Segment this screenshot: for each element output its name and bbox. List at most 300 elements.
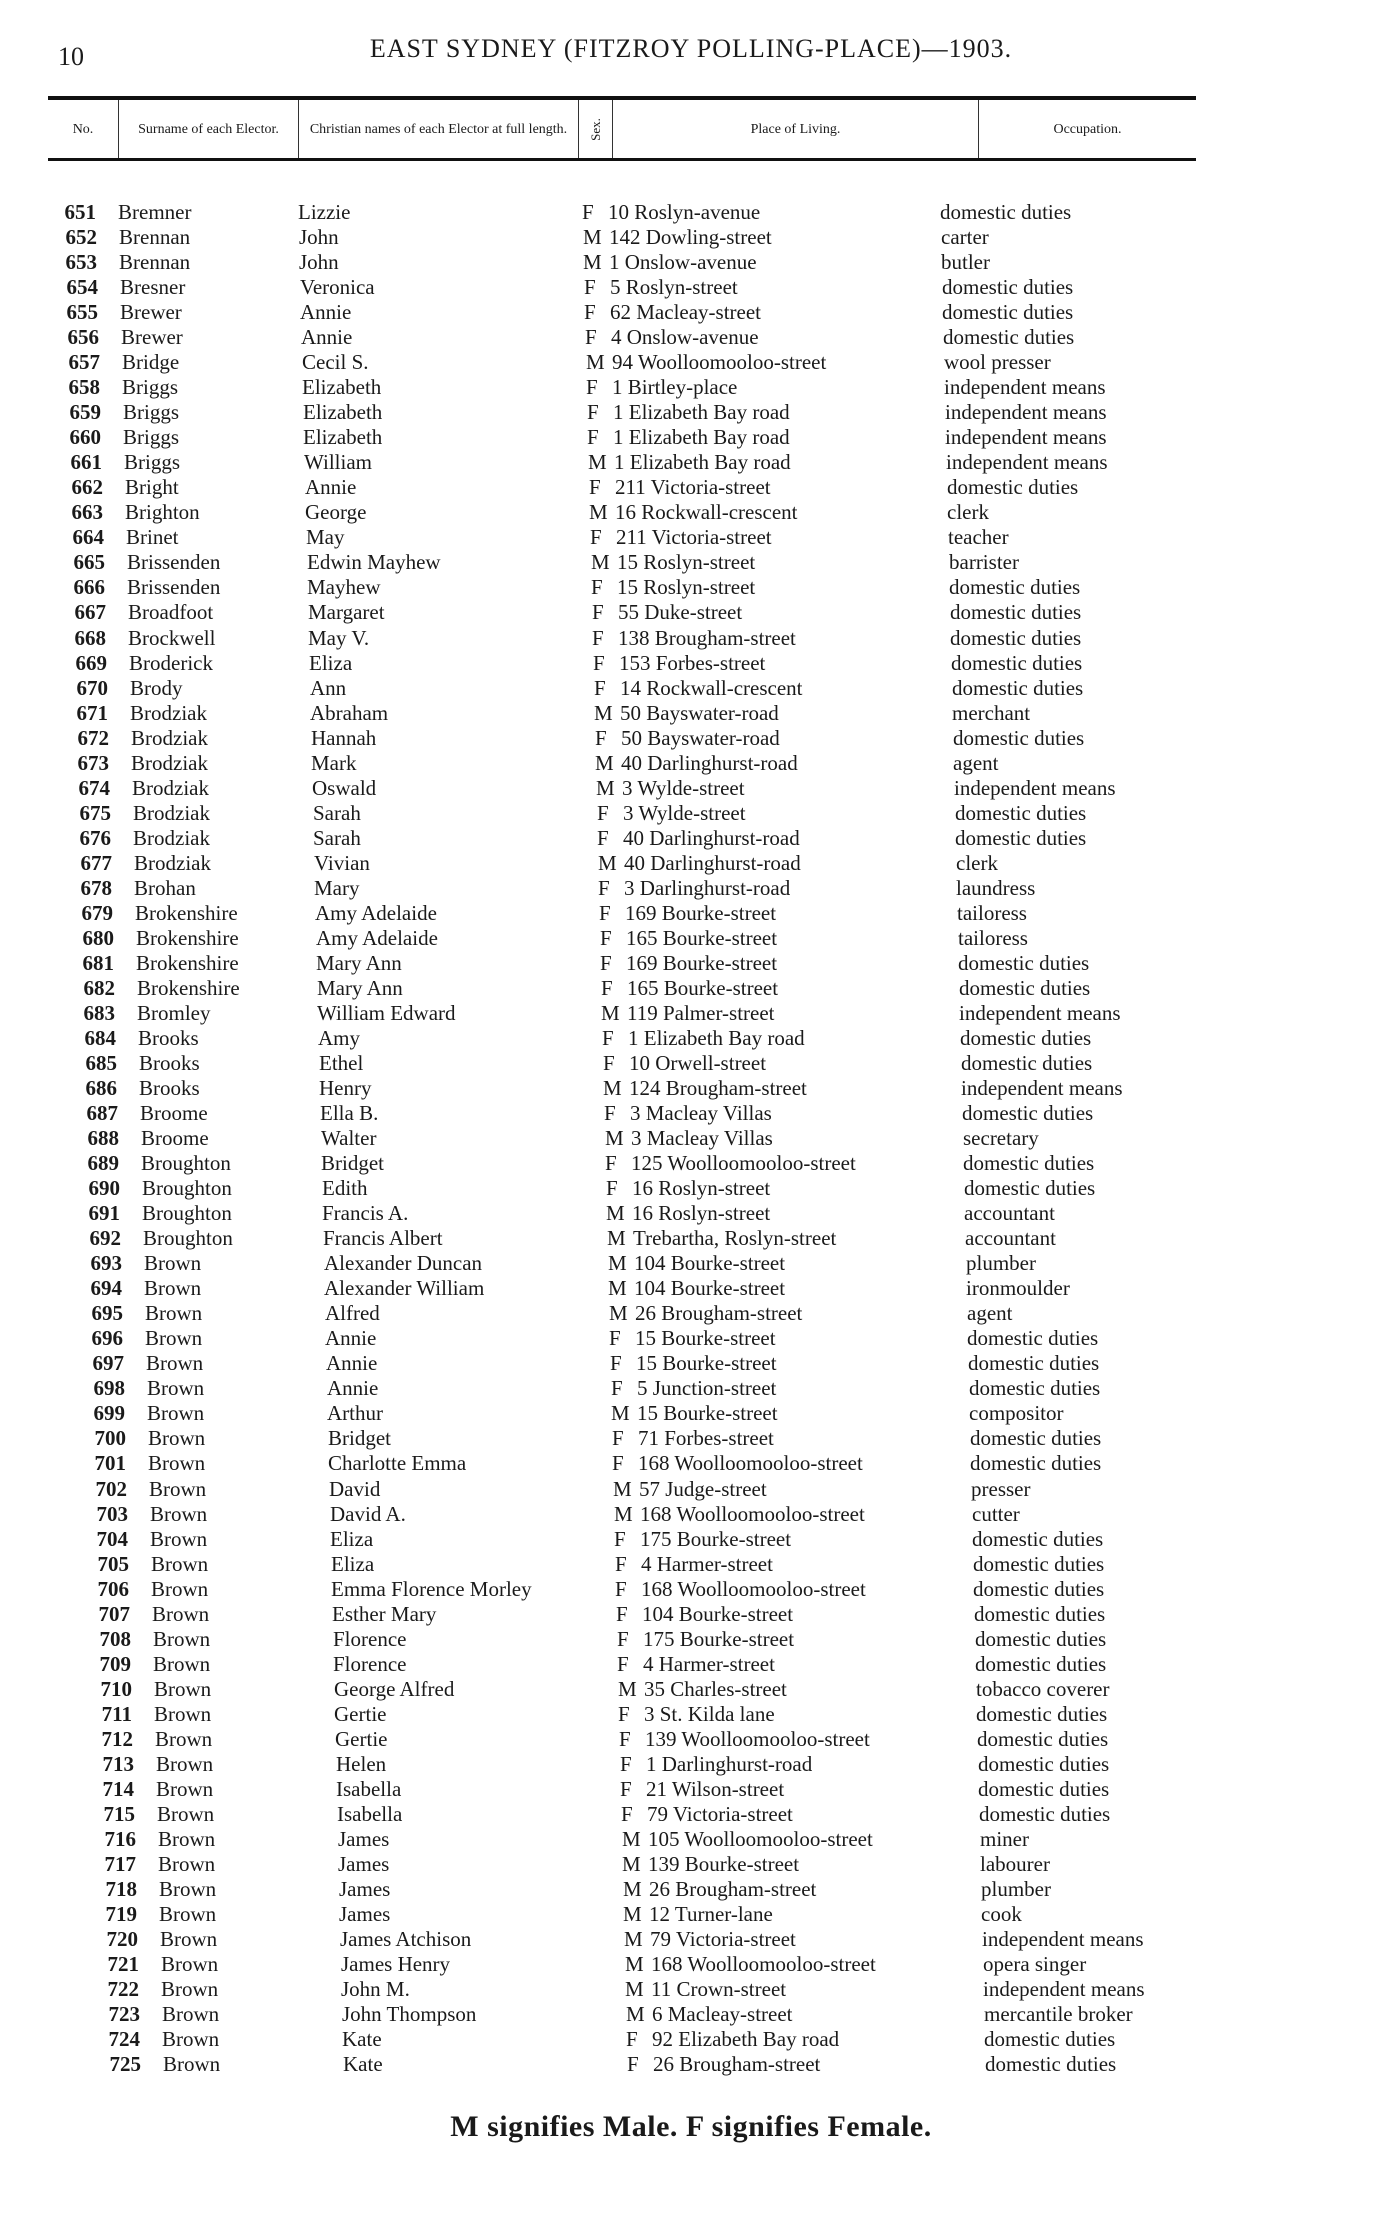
elector-sex: F — [621, 1802, 633, 1826]
elector-place-of-living: 16 Roslyn-street — [632, 1176, 771, 1200]
elector-christian-names: John Thompson — [342, 2002, 477, 2026]
elector-place-of-living: 15 Bourke-street — [637, 1401, 778, 1425]
elector-place-of-living: 104 Bourke-street — [634, 1251, 786, 1275]
elector-occupation: agent — [953, 751, 999, 775]
elector-occupation: tailoress — [957, 901, 1027, 925]
elector-christian-names: Elizabeth — [302, 375, 382, 399]
elector-number: 658 — [68, 375, 100, 399]
elector-number: 693 — [90, 1251, 122, 1275]
table-row — [0, 1426, 1382, 1451]
table-row — [0, 450, 1382, 475]
elector-surname: Brown — [158, 1827, 216, 1851]
elector-christian-names: George — [305, 500, 367, 524]
table-row — [0, 1326, 1382, 1351]
elector-occupation: accountant — [965, 1226, 1056, 1250]
elector-number: 660 — [69, 425, 101, 449]
elector-sex: F — [610, 1351, 622, 1375]
elector-number: 680 — [82, 926, 114, 950]
elector-sex: F — [595, 726, 607, 750]
elector-occupation: independent means — [945, 425, 1107, 449]
elector-surname: Brodziak — [133, 826, 210, 850]
elector-christian-names: Francis Albert — [323, 1226, 443, 1250]
elector-christian-names: Mark — [311, 751, 357, 775]
elector-place-of-living: 3 St. Kilda lane — [644, 1702, 775, 1726]
elector-place-of-living: 211 Victoria-street — [616, 525, 772, 549]
elector-surname: Briggs — [124, 450, 181, 474]
header-no: No. — [72, 121, 94, 137]
elector-number: 699 — [93, 1401, 125, 1425]
elector-place-of-living: 15 Roslyn-street — [617, 575, 756, 599]
elector-occupation: domestic duties — [968, 1351, 1100, 1375]
elector-number: 686 — [85, 1076, 117, 1100]
elector-surname: Broughton — [142, 1201, 232, 1225]
elector-christian-names: Alfred — [325, 1301, 380, 1325]
elector-christian-names: James — [339, 1902, 391, 1926]
table-row — [0, 275, 1382, 300]
elector-number: 678 — [80, 876, 112, 900]
table-row — [0, 651, 1382, 676]
elector-number: 707 — [98, 1602, 130, 1626]
table-row — [0, 901, 1382, 926]
elector-place-of-living: 142 Dowling-street — [609, 225, 772, 249]
elector-christian-names: May — [306, 525, 345, 549]
elector-number: 656 — [67, 325, 99, 349]
table-row — [0, 425, 1382, 450]
elector-sex: M — [583, 250, 602, 274]
elector-occupation: domestic duties — [962, 1101, 1094, 1125]
table-row — [0, 300, 1382, 325]
elector-place-of-living: 3 Macleay Villas — [631, 1126, 773, 1150]
elector-christian-names: Mary Ann — [317, 976, 403, 1000]
table-row — [0, 1652, 1382, 1677]
elector-sex: F — [626, 2027, 638, 2051]
elector-occupation: domestic duties — [969, 1376, 1101, 1400]
elector-sex: M — [606, 1201, 625, 1225]
elector-place-of-living: 40 Darlinghurst-road — [621, 751, 798, 775]
elector-christian-names: Ethel — [319, 1051, 364, 1075]
elector-christian-names: Francis A. — [322, 1201, 409, 1225]
elector-surname: Brown — [152, 1602, 210, 1626]
table-row — [0, 1577, 1382, 1602]
elector-occupation: domestic duties — [955, 826, 1087, 850]
elector-place-of-living: 14 Rockwall-crescent — [620, 676, 803, 700]
elector-place-of-living: 50 Bayswater-road — [620, 701, 779, 725]
elector-place-of-living: 168 Woolloomooloo-street — [638, 1451, 863, 1475]
elector-number: 689 — [87, 1151, 119, 1175]
table-row — [0, 600, 1382, 625]
elector-surname: Brown — [151, 1552, 209, 1576]
elector-number: 700 — [94, 1426, 126, 1450]
elector-place-of-living: 10 Roslyn-avenue — [608, 200, 761, 224]
elector-place-of-living: 71 Forbes-street — [638, 1426, 774, 1450]
elector-place-of-living: 175 Bourke-street — [643, 1627, 795, 1651]
table-row — [0, 751, 1382, 776]
elector-christian-names: David A. — [330, 1502, 406, 1526]
elector-place-of-living: 11 Crown-street — [651, 1977, 787, 2001]
table-row — [0, 726, 1382, 751]
elector-number: 665 — [73, 550, 105, 574]
elector-place-of-living: 104 Bourke-street — [642, 1602, 794, 1626]
elector-surname: Brown — [153, 1652, 211, 1676]
elector-number: 679 — [81, 901, 113, 925]
elector-occupation: domestic duties — [949, 575, 1081, 599]
elector-surname: Brown — [161, 1952, 219, 1976]
table-row — [0, 1752, 1382, 1777]
elector-christian-names: Henry — [319, 1076, 372, 1100]
table-row — [0, 1151, 1382, 1176]
header-christian-names: Christian names of each Elector at full length. — [298, 100, 578, 158]
elector-sex: F — [609, 1326, 621, 1350]
elector-number: 673 — [77, 751, 109, 775]
elector-occupation: opera singer — [983, 1952, 1087, 1976]
elector-sex: M — [596, 776, 615, 800]
table-row — [0, 1627, 1382, 1652]
elector-christian-names: Florence — [333, 1627, 407, 1651]
elector-christian-names: Abraham — [310, 701, 389, 725]
table-row — [0, 1051, 1382, 1076]
elector-occupation: independent means — [982, 1927, 1144, 1951]
elector-christian-names: Bridget — [321, 1151, 384, 1175]
elector-place-of-living: 169 Bourke-street — [626, 951, 778, 975]
elector-surname: Brodziak — [132, 776, 209, 800]
elector-place-of-living: 26 Brougham-street — [653, 2052, 821, 2076]
elector-occupation: domestic duties — [978, 1752, 1110, 1776]
elector-surname: Brooks — [139, 1051, 200, 1075]
elector-place-of-living: 5 Roslyn-street — [610, 275, 738, 299]
elector-occupation: domestic duties — [975, 1652, 1107, 1676]
elector-place-of-living: 104 Bourke-street — [634, 1276, 786, 1300]
elector-sex: F — [600, 926, 612, 950]
elector-place-of-living: 139 Woolloomooloo-street — [645, 1727, 870, 1751]
elector-number: 706 — [97, 1577, 129, 1601]
table-row — [0, 1952, 1382, 1977]
elector-occupation: domestic duties — [970, 1426, 1102, 1450]
elector-place-of-living: 12 Turner-lane — [649, 1902, 773, 1926]
elector-sex: F — [617, 1627, 629, 1651]
elector-occupation: domestic duties — [961, 1051, 1093, 1075]
elector-place-of-living: 26 Brougham-street — [635, 1301, 803, 1325]
table-row — [0, 776, 1382, 801]
elector-sex: F — [592, 626, 604, 650]
elector-number: 720 — [106, 1927, 138, 1951]
elector-occupation: domestic duties — [947, 475, 1079, 499]
elector-christian-names: Kate — [342, 2027, 382, 2051]
elector-number: 663 — [71, 500, 103, 524]
elector-sex: M — [595, 751, 614, 775]
elector-christian-names: Isabella — [337, 1802, 403, 1826]
elector-surname: Brown — [156, 1752, 214, 1776]
elector-occupation: domestic duties — [973, 1552, 1105, 1576]
elector-place-of-living: 40 Darlinghurst-road — [623, 826, 800, 850]
elector-occupation: domestic duties — [976, 1702, 1108, 1726]
elector-christian-names: Edwin Mayhew — [307, 550, 441, 574]
elector-occupation: independent means — [961, 1076, 1123, 1100]
elector-occupation: domestic duties — [967, 1326, 1099, 1350]
elector-place-of-living: 211 Victoria-street — [615, 475, 771, 499]
elector-occupation: ironmoulder — [966, 1276, 1070, 1300]
elector-number: 696 — [91, 1326, 123, 1350]
elector-occupation: domestic duties — [942, 275, 1074, 299]
elector-sex: M — [588, 450, 607, 474]
elector-surname: Brown — [145, 1326, 203, 1350]
elector-occupation: independent means — [983, 1977, 1145, 2001]
elector-surname: Bright — [125, 475, 179, 499]
table-row — [0, 926, 1382, 951]
sex-legend: M signifies Male. F signifies Female. — [450, 2110, 932, 2143]
elector-surname: Brodziak — [134, 851, 211, 875]
elector-christian-names: Edith — [322, 1176, 368, 1200]
elector-sex: F — [611, 1376, 623, 1400]
elector-number: 682 — [83, 976, 115, 1000]
elector-occupation: independent means — [944, 375, 1106, 399]
elector-number: 724 — [108, 2027, 140, 2051]
elector-number: 721 — [107, 1952, 139, 1976]
elector-number: 704 — [96, 1527, 128, 1551]
elector-number: 709 — [99, 1652, 131, 1676]
elector-occupation: domestic duties — [952, 676, 1084, 700]
elector-christian-names: Alexander William — [324, 1276, 485, 1300]
elector-christian-names: Eliza — [331, 1552, 375, 1576]
elector-place-of-living: 119 Palmer-street — [627, 1001, 775, 1025]
elector-number: 708 — [99, 1627, 131, 1651]
table-row — [0, 1026, 1382, 1051]
elector-number: 717 — [104, 1852, 136, 1876]
page-number: 10 — [58, 42, 84, 71]
elector-number: 672 — [77, 726, 109, 750]
elector-place-of-living: 50 Bayswater-road — [621, 726, 780, 750]
table-row — [0, 1677, 1382, 1702]
elector-occupation: cutter — [972, 1502, 1020, 1526]
elector-place-of-living: 1 Birtley-place — [612, 375, 738, 399]
elector-surname: Brown — [145, 1301, 203, 1325]
elector-surname: Brown — [158, 1852, 216, 1876]
elector-number: 710 — [100, 1677, 132, 1701]
elector-surname: Brown — [153, 1627, 211, 1651]
elector-place-of-living: 4 Harmer-street — [643, 1652, 775, 1676]
table-row — [0, 475, 1382, 500]
table-row — [0, 200, 1382, 225]
elector-occupation: domestic duties — [974, 1602, 1106, 1626]
elector-number: 670 — [76, 676, 108, 700]
elector-sex: M — [608, 1251, 627, 1275]
table-row — [0, 1451, 1382, 1476]
elector-surname: Brown — [156, 1777, 214, 1801]
elector-sex: F — [586, 375, 598, 399]
table-row — [0, 1076, 1382, 1101]
elector-number: 674 — [78, 776, 110, 800]
elector-surname: Brewer — [120, 300, 182, 324]
elector-sex: M — [601, 1001, 620, 1025]
elector-occupation: domestic duties — [973, 1577, 1105, 1601]
elector-sex: F — [584, 275, 596, 299]
elector-place-of-living: 1 Darlinghurst-road — [646, 1752, 813, 1776]
elector-place-of-living: 175 Bourke-street — [640, 1527, 792, 1551]
elector-sex: F — [606, 1176, 618, 1200]
elector-christian-names: Amy Adelaide — [316, 926, 438, 950]
elector-number: 651 — [64, 200, 96, 224]
header-sex — [578, 100, 612, 158]
elector-occupation: domestic duties — [978, 1777, 1110, 1801]
elector-surname: Broome — [141, 1126, 209, 1150]
elector-surname: Broome — [140, 1101, 208, 1125]
elector-christian-names: David — [329, 1477, 381, 1501]
elector-surname: Brown — [163, 2052, 221, 2076]
elector-number: 688 — [87, 1126, 119, 1150]
elector-occupation: domestic duties — [963, 1151, 1095, 1175]
elector-place-of-living: 21 Wilson-street — [646, 1777, 785, 1801]
elector-christian-names: Charlotte Emma — [328, 1451, 467, 1475]
elector-number: 697 — [92, 1351, 124, 1375]
elector-christian-names: James — [339, 1877, 391, 1901]
elector-sex: F — [589, 475, 601, 499]
elector-christian-names: John — [299, 250, 339, 274]
elector-christian-names: James Henry — [341, 1952, 451, 1976]
elector-place-of-living: 139 Bourke-street — [648, 1852, 800, 1876]
elector-christian-names: Hannah — [311, 726, 377, 750]
table-row — [0, 801, 1382, 826]
elector-christian-names: Bridget — [328, 1426, 391, 1450]
elector-occupation: secretary — [963, 1126, 1039, 1150]
elector-surname: Brown — [161, 1977, 219, 2001]
table-row — [0, 1226, 1382, 1251]
elector-sex: M — [586, 350, 605, 374]
elector-occupation: butler — [941, 250, 990, 274]
table-row — [0, 626, 1382, 651]
elector-sex: M — [622, 1827, 641, 1851]
header-sex-label: Sex. — [588, 117, 603, 141]
elector-sex: M — [607, 1226, 626, 1250]
elector-christian-names: James — [338, 1827, 390, 1851]
elector-sex: F — [584, 300, 596, 324]
elector-place-of-living: 6 Macleay-street — [652, 2002, 793, 2026]
elector-christian-names: Sarah — [313, 826, 361, 850]
elector-surname: Brokenshire — [135, 901, 238, 925]
table-row — [0, 1552, 1382, 1577]
elector-number: 671 — [76, 701, 108, 725]
elector-sex: M — [603, 1076, 622, 1100]
table-row — [0, 1877, 1382, 1902]
table-row — [0, 1477, 1382, 1502]
elector-occupation: clerk — [947, 500, 989, 524]
elector-sex: M — [611, 1401, 630, 1425]
elector-occupation: domestic duties — [975, 1627, 1107, 1651]
elector-occupation: independent means — [959, 1001, 1121, 1025]
elector-place-of-living: 105 Woolloomooloo-street — [648, 1827, 873, 1851]
elector-christian-names: Elizabeth — [303, 400, 383, 424]
elector-occupation: mercantile broker — [984, 2002, 1133, 2026]
elector-occupation: carter — [941, 225, 989, 249]
elector-place-of-living: 125 Woolloomooloo-street — [631, 1151, 856, 1175]
table-row — [0, 1126, 1382, 1151]
elector-place-of-living: 168 Woolloomooloo-street — [641, 1577, 866, 1601]
elector-place-of-living: 124 Brougham-street — [629, 1076, 807, 1100]
elector-surname: Brown — [162, 2027, 220, 2051]
elector-christian-names: Margaret — [308, 600, 385, 624]
elector-sex: F — [597, 801, 609, 825]
elector-surname: Briggs — [123, 425, 180, 449]
elector-place-of-living: 1 Onslow-avenue — [609, 250, 757, 274]
elector-surname: Broughton — [141, 1151, 231, 1175]
elector-place-of-living: 10 Orwell-street — [629, 1051, 767, 1075]
table-row — [0, 876, 1382, 901]
table-row — [0, 1927, 1382, 1952]
elector-sex: F — [616, 1602, 628, 1626]
elector-christian-names: Eliza — [330, 1527, 374, 1551]
elector-sex: F — [592, 600, 604, 624]
elector-christian-names: Annie — [326, 1351, 378, 1375]
elector-sex: M — [623, 1877, 642, 1901]
elector-place-of-living: 16 Roslyn-street — [632, 1201, 771, 1225]
elector-christian-names: May V. — [308, 626, 370, 650]
elector-sex: M — [623, 1902, 642, 1926]
elector-sex: F — [605, 1151, 617, 1175]
elector-christian-names: George Alfred — [334, 1677, 455, 1701]
elector-occupation: independent means — [954, 776, 1116, 800]
elector-number: 668 — [74, 626, 106, 650]
elector-sex: F — [614, 1527, 626, 1551]
elector-surname: Brokenshire — [137, 976, 240, 1000]
elector-surname: Broughton — [143, 1226, 233, 1250]
header-occupation: Occupation. — [978, 100, 1196, 158]
elector-number: 698 — [93, 1376, 125, 1400]
elector-sex: M — [625, 1952, 644, 1976]
elector-christian-names: Florence — [333, 1652, 407, 1676]
elector-sex: M — [605, 1126, 624, 1150]
elector-surname: Brodziak — [130, 701, 207, 725]
elector-place-of-living: 4 Harmer-street — [641, 1552, 773, 1576]
elector-surname: Brown — [159, 1877, 217, 1901]
table-row — [0, 701, 1382, 726]
elector-surname: Briggs — [122, 375, 179, 399]
elector-occupation: labourer — [980, 1852, 1050, 1876]
elector-sex: M — [591, 550, 610, 574]
table-row — [0, 1401, 1382, 1426]
elector-place-of-living: 3 Wylde-street — [623, 801, 746, 825]
elector-sex: M — [609, 1301, 628, 1325]
elector-place-of-living: 26 Brougham-street — [649, 1877, 817, 1901]
elector-surname: Brown — [146, 1351, 204, 1375]
elector-occupation: domestic duties — [984, 2027, 1116, 2051]
elector-occupation: clerk — [956, 851, 998, 875]
table-row — [0, 400, 1382, 425]
elector-number: 667 — [74, 600, 106, 624]
header-surname: Surname of each Elector. — [118, 100, 298, 158]
elector-christian-names: Annie — [300, 300, 352, 324]
elector-occupation: wool presser — [944, 350, 1051, 374]
elector-place-of-living: 15 Bourke-street — [635, 1326, 776, 1350]
elector-occupation: domestic duties — [940, 200, 1072, 224]
elector-christian-names: Annie — [301, 325, 353, 349]
elector-place-of-living: 168 Woolloomooloo-street — [651, 1952, 876, 1976]
elector-number: 703 — [96, 1502, 128, 1526]
table-row — [0, 1902, 1382, 1927]
elector-surname: Brown — [144, 1251, 202, 1275]
elector-surname: Brissenden — [127, 575, 221, 599]
elector-place-of-living: 153 Forbes-street — [619, 651, 766, 675]
elector-place-of-living: 1 Elizabeth Bay road — [613, 400, 790, 424]
elector-christian-names: Arthur — [327, 1401, 383, 1425]
elector-sex: F — [612, 1426, 624, 1450]
elector-place-of-living: 169 Bourke-street — [625, 901, 777, 925]
elector-occupation: barrister — [949, 550, 1019, 574]
elector-number: 694 — [90, 1276, 122, 1300]
elector-occupation: presser — [971, 1477, 1031, 1501]
elector-occupation: domestic duties — [977, 1727, 1109, 1751]
table-row — [0, 1201, 1382, 1226]
elector-surname: Brinet — [126, 525, 179, 549]
elector-occupation: domestic duties — [958, 951, 1090, 975]
elector-sex: F — [599, 901, 611, 925]
